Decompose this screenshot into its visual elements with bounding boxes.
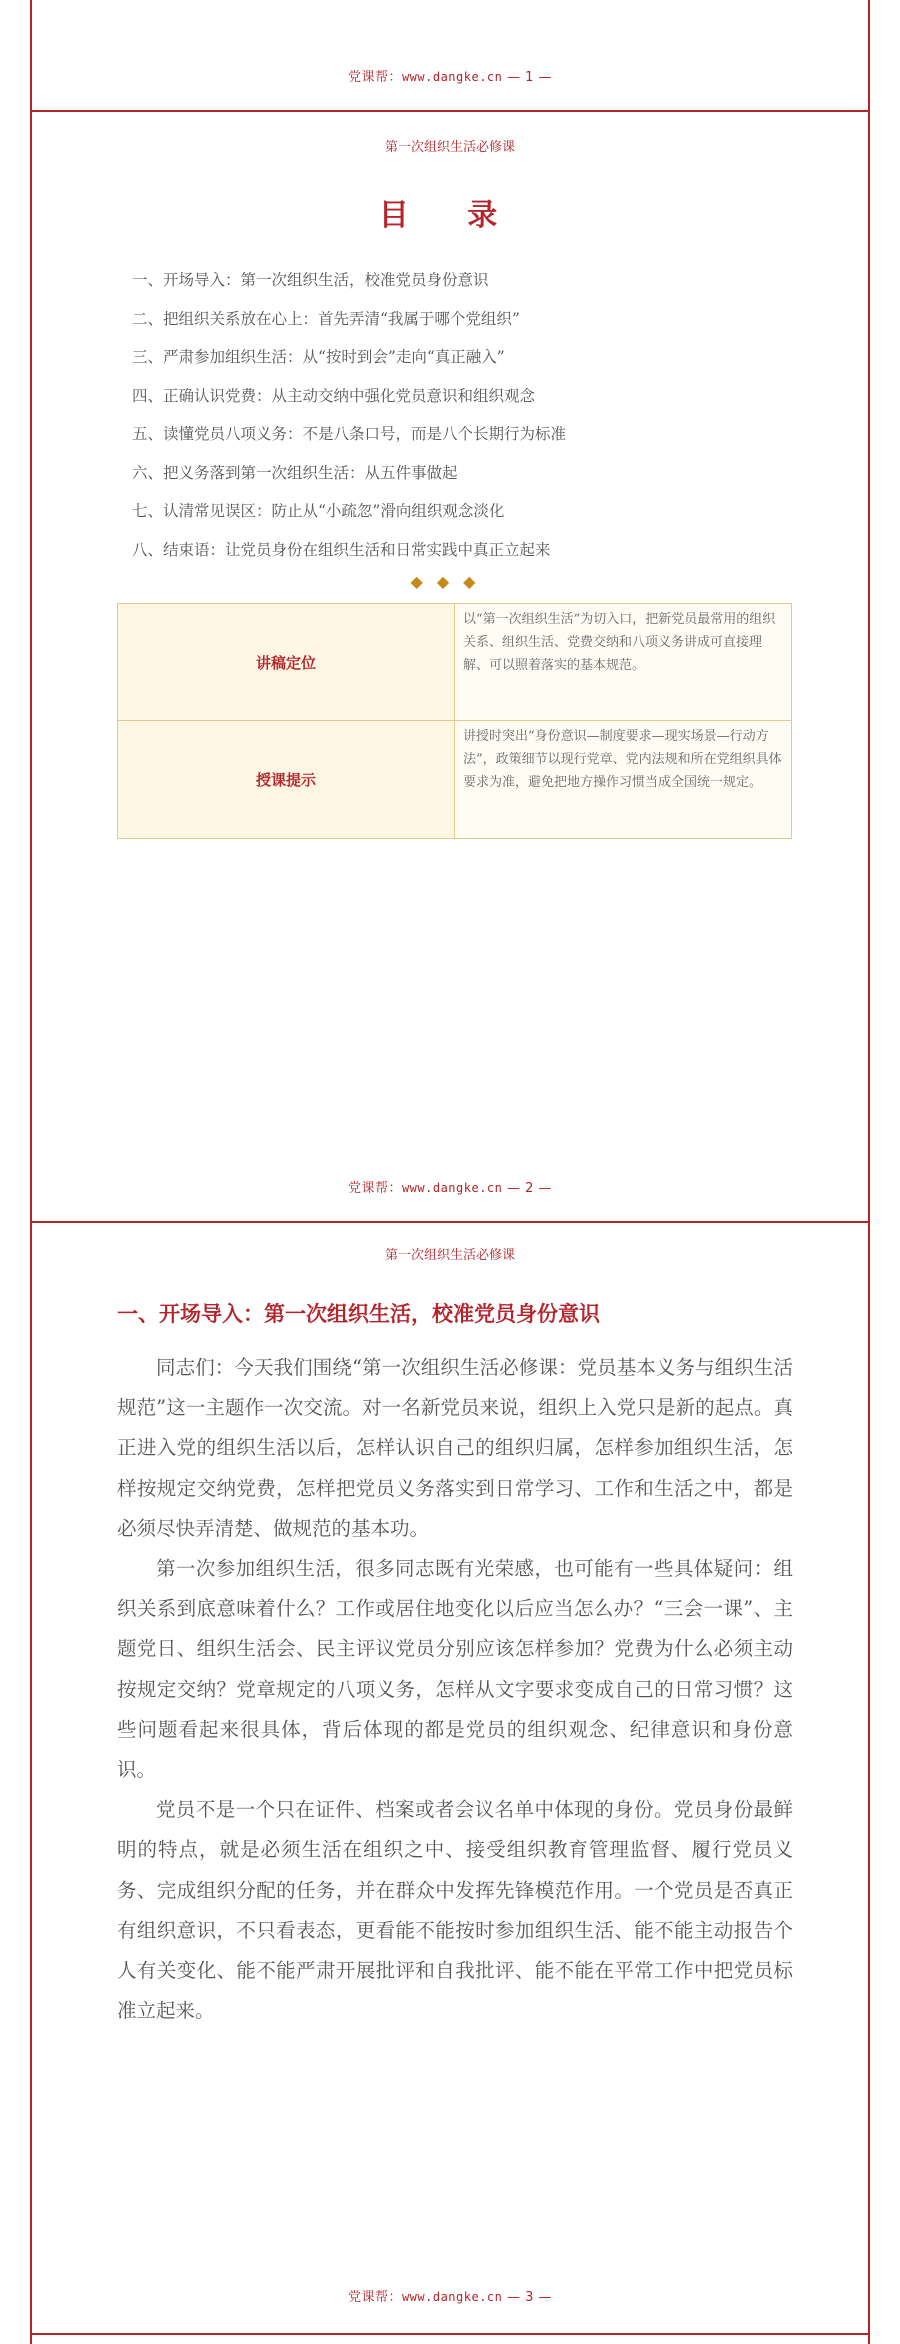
table-label: 讲稿定位 [118, 604, 455, 720]
footer-url[interactable]: www.dangke.cn [401, 2290, 503, 2304]
diamond-divider: ◆◆◆ [410, 572, 490, 591]
section-title: 一、开场导入：第一次组织生活，校准党员身份意识 [117, 1302, 600, 1326]
page-footer-2 [0, 1177, 900, 1196]
table-row [118, 604, 791, 721]
footer-label: 党课帮： [347, 70, 402, 85]
page-divider [30, 1221, 870, 1223]
footer-label: 党课帮： [347, 1181, 402, 1196]
footer-url[interactable]: www.dangke.cn [401, 1181, 503, 1195]
toc-title: 目 录 [378, 198, 522, 233]
page-divider [30, 110, 870, 112]
toc-item: 七、认清常见误区：防止从“小疏忽”滑向组织观念淡化 [132, 502, 505, 520]
page-header: 第一次组织生活必修课 [384, 1248, 515, 1263]
footer-label: 党课帮： [347, 2290, 402, 2305]
page-footer-1 [0, 66, 900, 85]
paragraph: 党员不是一个只在证件、档案或者会议名单中体现的身份。党员身份最鲜明的特点，就是必须生活在组织之中、接受组织教育管理监督、履行党员义务、完成组织分配的任务，并在群众中发挥先锋模范作用。一个党员是否真正有组织意识，不只看表态，更看能不能按时参加组织生活、能不能主动报告个人有关变化、能不能严肃开展批评和自我批评、能不能在平常工作中把党员标准立起来。 [117, 1798, 793, 2023]
footer-page-number: — 1 — [507, 70, 553, 85]
toc-item: 八、结束语：让党员身份在组织生活和日常实践中真正立起来 [132, 540, 551, 559]
toc-item: 四、正确认识党费：从主动交纳中强化党员意识和组织观念 [132, 386, 536, 405]
table-text: 以“第一次组织生活”为切入口，把新党员最常用的组织关系、组织生活、党费交纳和八项义务讲成可直接理解、可以照着落实的基本规范。 [455, 604, 791, 720]
page-header: 第一次组织生活必修课 [384, 140, 515, 155]
paragraph: 第一次参加组织生活，很多同志既有光荣感，也可能有一些具体疑问：组织关系到底意味着什么？工作或居住地变化以后应当怎么办？“三会一课”、主题党日、组织生活会、民主评议党员分别应该怎样参加？党费为什么必须主动按规定交纳？党章规定的八项义务，怎样从文字要求变成自己的日常习惯？这些问题看起来很具体，背后体现的都是党员的组织观念、纪律意识和身份意识。 [117, 1557, 793, 1782]
table-row [118, 721, 791, 838]
paragraph: 同志们：今天我们围绕“第一次组织生活必修课：党员基本义务与组织生活规范”这一主题作一次交流。对一名新党员来说，组织上入党只是新的起点。真正进入党的组织生活以后，怎样认识自己的组织归属，怎样参加组织生活，怎样按规定交纳党费，怎样把党员义务落实到日常学习、工作和生活之中，都是必须尽快弄清楚、做规范的基本功。 [117, 1356, 793, 1540]
toc-list [132, 268, 812, 576]
toc-item: 二、把组织关系放在心上：首先弄清“我属于哪个党组织” [132, 309, 520, 328]
page-border-right [868, 0, 870, 2344]
table-text: 讲授时突出“身份意识—制度要求—现实场景—行动方法”，政策细节以现行党章、党内法规和所在党组织具体要求为准，避免把地方操作习惯当成全国统一规定。 [455, 721, 791, 838]
page-footer-3 [0, 2286, 900, 2305]
toc-item: 六、把义务落到第一次组织生活：从五件事做起 [132, 463, 458, 482]
toc-item: 一、开场导入：第一次组织生活，校准党员身份意识 [132, 271, 489, 289]
body-text [117, 1348, 793, 2031]
page-border-left [30, 0, 32, 2344]
footer-page-number: — 3 — [507, 2290, 553, 2305]
table-label: 授课提示 [118, 721, 455, 838]
toc-item: 五、读懂党员八项义务：不是八条口号，而是八个长期行为标准 [132, 425, 567, 443]
lecture-info-table [117, 603, 792, 839]
page-divider [30, 2333, 870, 2335]
footer-url[interactable]: www.dangke.cn [401, 70, 503, 84]
footer-page-number: — 2 — [507, 1181, 553, 1196]
toc-item: 三、严肃参加组织生活：从“按时到会”走向“真正融入” [132, 348, 505, 366]
